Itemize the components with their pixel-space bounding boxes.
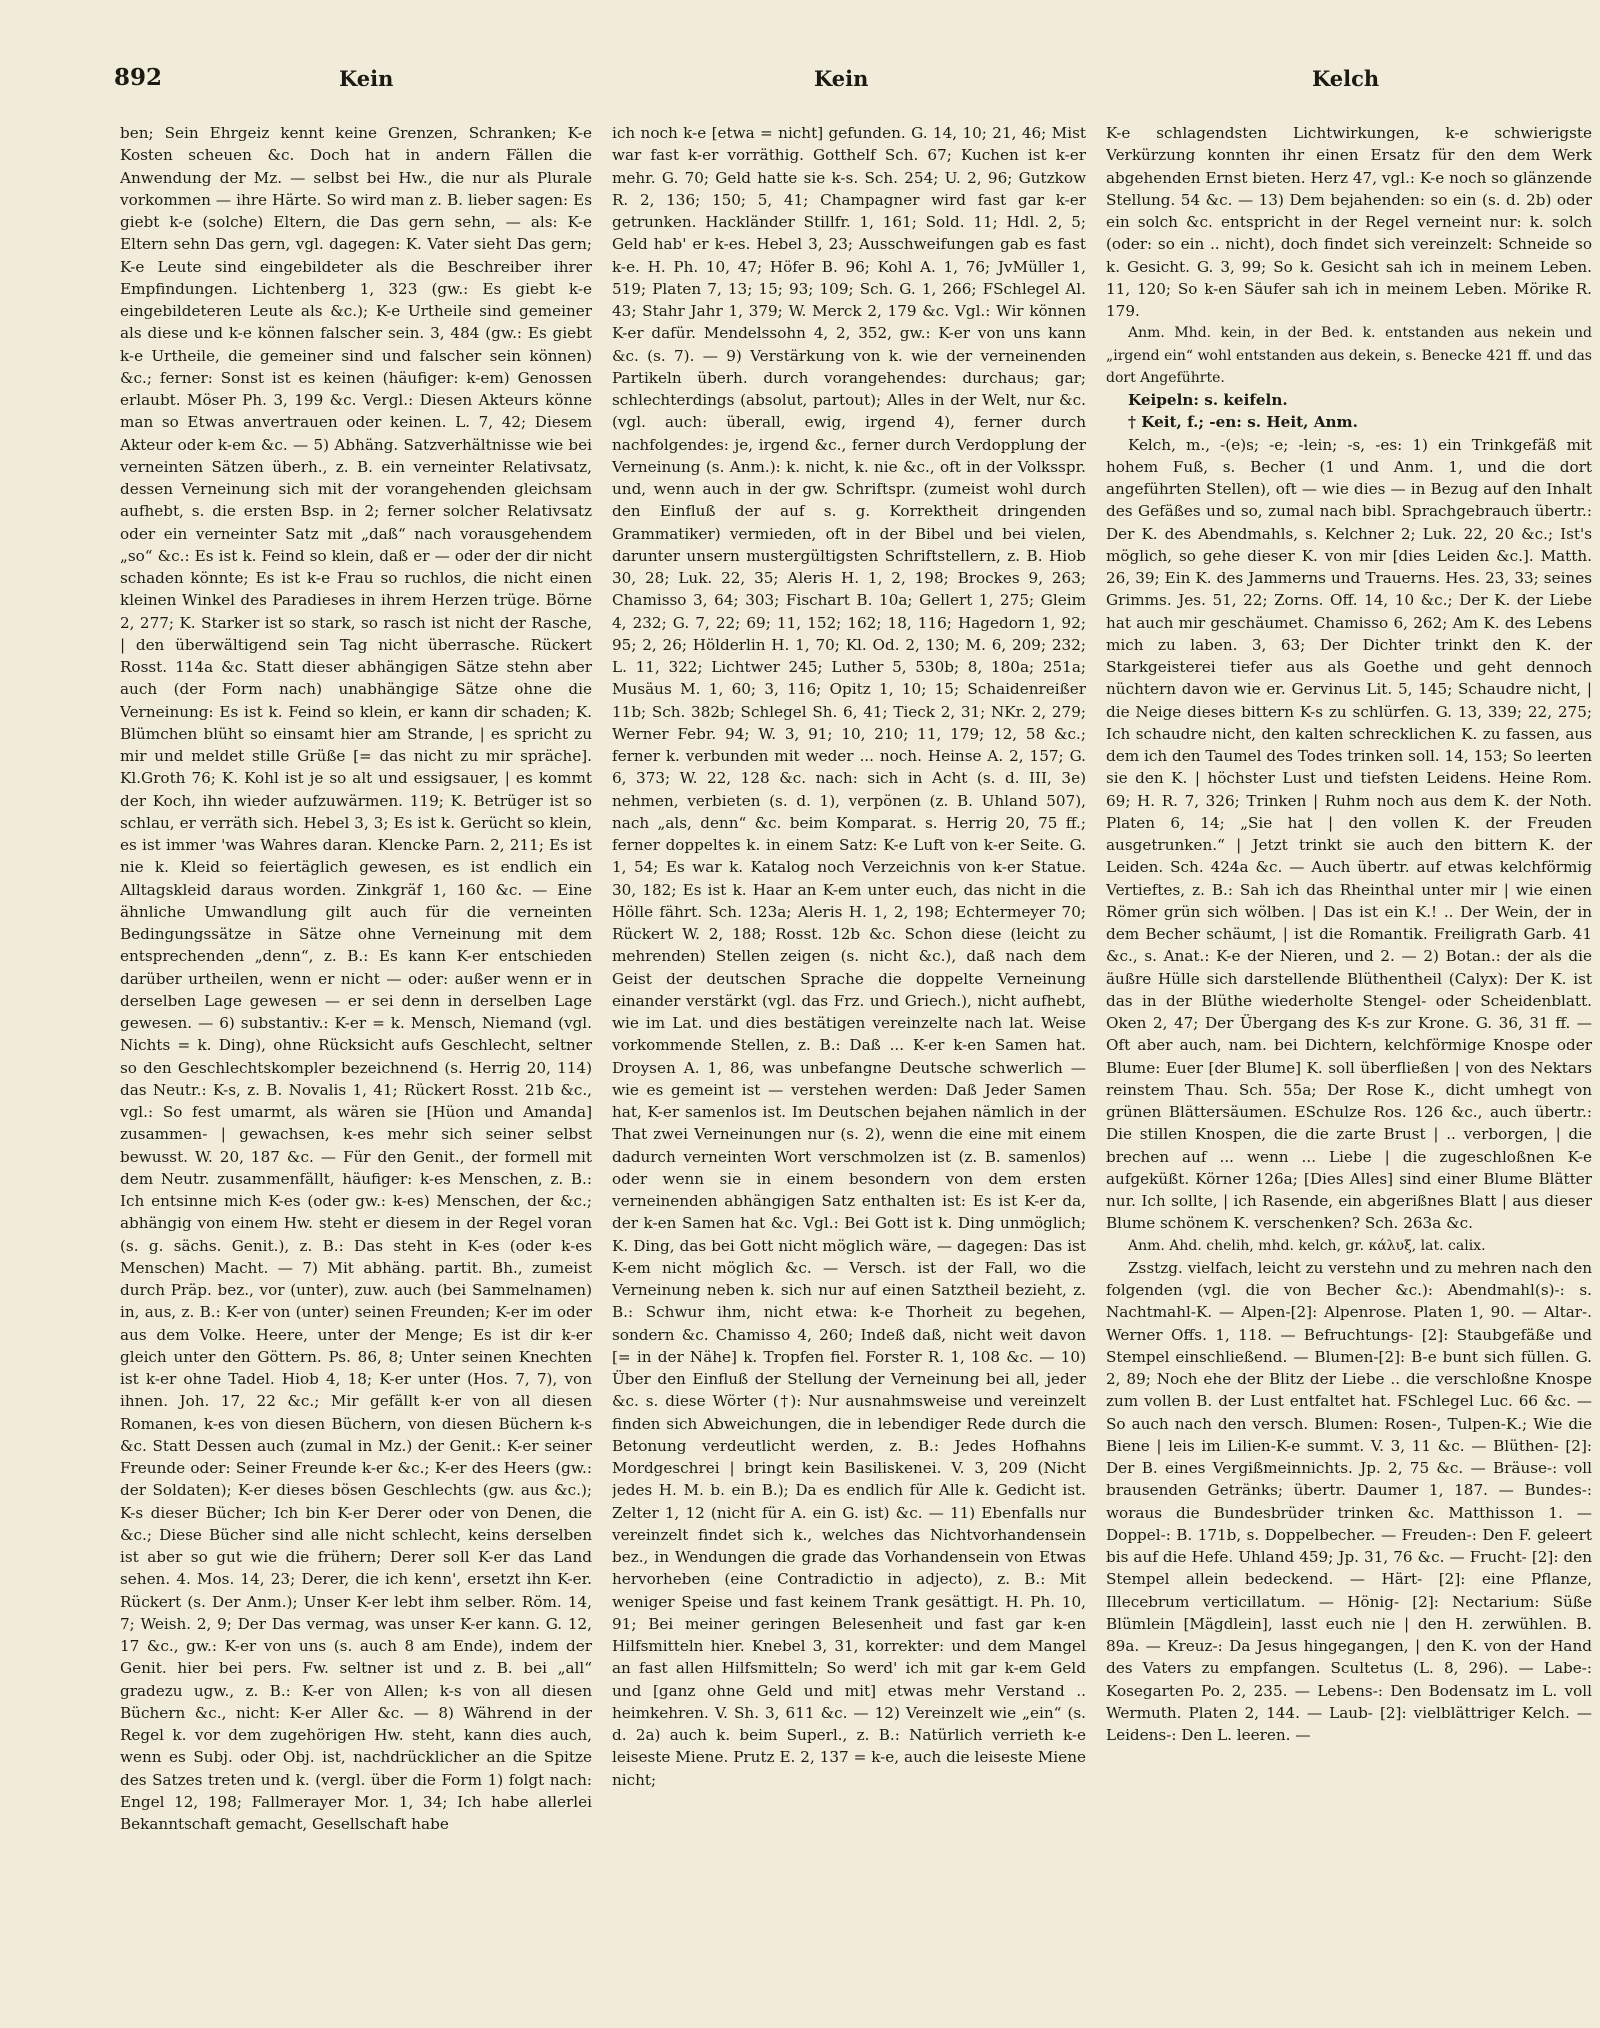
- paragraph: ben; Sein Ehrgeiz kennt keine Grenzen, Schranken; K-e Kosten scheuen &c. Doch hat in andern Fällen die Anwendung der Mz. — selbst bei Hw., die nur als Plurale vorkommen — ihre Härte. So wird man z. B. lieber sagen: Es giebt k-e (solche) Eltern, die Das gern sehn, — als: K-e Eltern sehn Das gern, vgl. dagegen: K. Vater sieht Das gern; K-e Leute sind eingebildeter als die Beschreiber ihrer Empfindungen. Lichtenberg 1, 323 (gw.: Es giebt k-e eingebildeteren Leute als &c.); K-e Urtheile sind gemeiner als diese und k-e können falscher sein. 3, 484 (gw.: Es giebt k-e Urtheile, die gemeiner sind und falscher sein können) &c.; ferner: Sonst ist es keinen (häufiger: k-em) Genossen erlaubt. Möser Ph. 3, 199 &c. Vergl.: Diesen Akteurs könne man so Etwas anvertrauen oder keinen. L. 7, 42; Diesem Akteur oder k-em &c. — 5) Abhäng. Satzverhältnisse wie bei verneinten Sätzen überh., z. B. ein verneinter Relativsatz, dessen Verneinung sich mit der vorangehenden gleichsam aufhebt, s. die ersten Bsp. in 2; ferner solcher Relativsatz oder ein verneinter Satz mit „daß“ nach vorausgehendem „so“ &c.: Es ist k. Feind so klein, daß er — oder der dir nicht schaden könnte; Es ist k-e Frau so ruchlos, die nicht einen kleinen Winkel des Paradieses in ihrem Herzen trüge. Börne 2, 277; K. Starker ist so stark, so rasch ist nicht der Rasche, | den überwältigend sein Tag nicht überrasche. Rückert Rosst. 114a &c. Statt dieser abhängigen Sätze stehn aber auch (der Form nach) unabhängige Sätze ohne die Verneinung: Es ist k. Feind so klein, er kann dir schaden; K. Blümchen blüht so einsamt hier am Strande, | es spricht zu mir und meldet stille Grüße [= das nicht zu mir spräche]. Kl.Groth 76; K. Kohl ist je so alt und essigsauer, | es kommt der Koch, ihn wieder aufzuwärmen. 119; K. Betrüger ist so schlau, er verräth sich. Hebel 3, 3; Es ist k. Gerücht so klein, es ist immer 'was Wahres daran. Klencke Parn. 2, 211; Es ist nie k. Kleid so feiertäglich gewesen, es ist endlich ein Alltagskleid daraus worden. Zinkgräf 1, 160 &c. — Eine ähnliche Umwandlung gilt auch für die verneinten Bedingungssätze in Sätze ohne Verneinung mit dem entsprechenden „denn“, z. B.: Es kann K-er entschieden darüber urtheilen, wenn er nicht — oder: außer wenn er in derselben Lage gewesen — er sei denn in derselben Lage gewesen. — 6) substantiv.: K-er = k. Mensch, Niemand (vgl. Nichts = k. Ding), ohne Rücksicht aufs Geschlecht, seltner so den Geschlechtskompler bezeichnend (s. Herrig 20, 114) das Neutr.: K-s, z. B. Novalis 1, 41; Rückert Rosst. 21b &c., vgl.: So fest umarmt, als wären sie [Hüon und Amanda] zusammen- | gewachsen, k-es mehr sich seiner selbst bewusst. W. 20, 187 &c. — Für den Genit., der formell mit dem Neutr. zusammenfällt, häufiger: k-es Menschen, z. B.: Ich entsinne mich K-es (oder gw.: k-es) Menschen, der &c.; abhängig von einem Hw. steht er diesem in der Regel voran (s. g. sächs. Genit.), z. B.: Das steht in K-es (oder k-es Menschen) Macht. — 7) Mit abhäng. partit. Bh., zumeist durch Präp. bez., vor (unter), zuw. auch (bei Sammelnamen) in, aus, z. B.: K-er von (unter) seinen Freunden; K-er im oder aus dem Volke. Heere, unter der Menge; Es ist dir k-er gleich unter den Göttern. Ps. 86, 8; Unter seinen Knechten ist k-er ohne Tadel. Hiob 4, 18; K-er unter (Hos. 7, 7), von ihnen. Joh. 17, 22 &c.; Mir gefällt k-er von all diesen Romanen, k-es von diesen Büchern, von diesen Büchern k-s &c. Statt Dessen auch (zumal in Mz.) der Genit.: K-er seiner Freunde oder: Seiner Freunde k-er &c.; K-er des Heers (gw.: der Soldaten); K-er dieses bösen Geschlechts (gw. aus &c.); K-s dieser Bücher; Ich bin K-er Derer oder von Denen, die &c.; Diese Bücher sind alle nicht schlecht, keins derselben ist aber so gut wie die frühern; Derer soll K-er das Land sehen. 4. Mos. 14, 23; Derer, die ich kenn', ersetzt ihn K-er. Rückert (s. Der Anm.); Unser K-er lebt ihm selber. Röm. 14, 7; Weish. 2, 9; Der Das vermag, was unser K-er kann. G. 12, 17 &c., gw.: K-er von uns (s. auch 8 am Ende), indem der Genit. hier bei pers. Fw. seltner ist und z. B. bei „all“ gradezu ugw., z. B.: K-er von Allen; k-s von all diesen Büchern &c., nicht: K-er Aller &c. — 8) Während in der Regel k. vor dem zugehörigen Hw. steht, kann dies auch, wenn es Subj. oder Obj. ist, nachdrücklicher an die Spitze des Satzes treten und k. (vergl. über die Form 1) folgt nach: Engel 12, 198; Fallmerayer Mor. 1, 34; Ich habe allerlei Bekanntschaft gemacht, Gesellschaft habe: [120, 124, 592, 1833]
- running-head-center: Kein: [814, 66, 869, 91]
- page-header: [114, 64, 1490, 100]
- annotation: Anm. Ahd. chelih, mhd. kelch, gr. κάλυξ, lat. calix.: [1128, 1237, 1486, 1254]
- annotation: Anm. Mhd. kein, in der Bed. k. entstanden aus nekein und „irgend ein“ wohl entstanden aus dekein, s. Benecke 421 ff. und das dort Angeführte.: [1106, 325, 1592, 386]
- compounds-paragraph: Zsstzg. vielfach, leicht zu verstehn und zu mehren nach den folgenden (vgl. die von Becher &c.): Abendmahl(s)-: s. Nachtmahl-K. — Alpen-[2]: Alpenrose. Platen 1, 90. — Altar-. Werner Offs. 1, 118. — Befruchtungs- [2]: Staubgefäße und Stempel einschließend. — Blumen-[2]: B-e bunt sich füllen. G. 2, 89; Noch ehe der Blitz der Liebe .. die verschloßne Knospe zum vollen B. der Lust entfaltet hat. FSchlegel Luc. 66 &c. — So auch nach den versch. Blumen: Rosen-, Tulpen-K.; Wie die Biene | leis im Lilien-K-e summt. V. 3, 11 &c. — Blüthen- [2]: Der B. eines Vergißmeinnichts. Jp. 2, 75 &c. — Bräuse-: voll brausenden Getränks; übertr. Daumer 1, 187. — Bundes-: woraus die Bundesbrüder trinken &c. Matthisson 1. — Doppel-: B. 171b, s. Doppelbecher. — Freuden-: Den F. geleert bis auf die Hefe. Uhland 459; Jp. 31, 76 &c. — Frucht- [2]: den Stempel allein bedeckend. — Härt- [2]: eine Pflanze, Illecebrum verticillatum. — Hönig- [2]: Nectarium: Süße Blümlein [Mägdlein], lasst euch nie | den H. zerwühlen. B. 89a. — Kreuz-: Da Jesus hingegangen, | den K. von der Hand des Vaters zu empfangen. Scultetus (L. 8, 296). — Labe-: Kosegarten Po. 2, 235. — Lebens-: Den Bodensatz im L. voll Wermuth. Platen 2, 144. — Laub- [2]: vielblättriger Kelch. — Leidens-: Den L. leeren. —: [1106, 1258, 1592, 1744]
- column-left: [120, 122, 592, 1992]
- entry-keipeln: Keipeln: s. keifeln.: [1128, 391, 1288, 409]
- paragraph: K-e schlagendsten Lichtwirkungen, k-e schwierigste Verkürzung konnten ihr einen Ersatz für den dem Werk abgehenden Ernst bieten. Herz 47, vgl.: K-e noch so glänzende Stellung. 54 &c. — 13) Dem bejahenden: so ein (s. d. 2b) oder ein solch &c. entspricht in der Regel verneint nur: k. solch (oder: so ein .. nicht), doch findet sich vereinzelt: Schneide so k. Gesicht. G. 3, 99; So k. Gesicht sah ich in meinem Leben. 11, 120; So k-en Säufer sah ich in meinem Leben. Mörike R. 179.: [1106, 124, 1592, 320]
- running-head-left: Kein: [339, 66, 394, 91]
- column-right: [1106, 122, 1592, 1992]
- entry-kelch: Kelch, m., -(e)s; -e; -lein; -s, -es: 1) ein Trinkgefäß mit hohem Fuß, s. Becher (1 und Anm. 1, und die dort angeführten Stellen), oft — wie dies — in Bezug auf den Inhalt des Gefäßes und so, zumal nach bibl. Sprachgebrauch übertr.: Der K. des Abendmahls, s. Kelchner 2; Luk. 22, 20 &c.; Ist's möglich, so gehe dieser K. von mir [dies Leiden &c.]. Matth. 26, 39; Ein K. des Jammerns und Trauerns. Hes. 23, 33; seines Grimms. Jes. 51, 22; Zorns. Off. 14, 10 &c.; Der K. der Liebe hat auch mir geschäumet. Chamisso 6, 262; Am K. des Lebens mich zu laben. 3, 63; Der Dichter trinkt den K. der Starkgeisterei tiefer aus als Goethe und geht dennoch nüchtern davon wie er. Gervinus Lit. 5, 145; Schaudre nicht, | die Neige dieses bittern K-s zu schlürfen. G. 13, 339; 22, 275; Ich schaudre nicht, den kalten schrecklichen K. zu fassen, aus dem ich den Taumel des Todes trinken soll. 14, 153; So leerten sie den K. | höchster Lust und tiefsten Leidens. Heine Rom. 69; H. R. 7, 326; Trinken | Ruhm noch aus dem K. der Noth. Platen 6, 14; „Sie hat | den vollen K. der Freuden ausgetrunken.“ | Jetzt trinkt sie auch den bittern K. der Leiden. Sch. 424a &c. — Auch übertr. auf etwas kelchförmig Vertieftes, z. B.: Sah ich das Rheinthal unter mir | wie einen Römer grün sich wölben. | Das ist ein K.! .. Der Wein, der in dem Becher schäumt, | ist die Romantik. Freiligrath Garb. 41 &c., s. Anat.: K-e der Nieren, und 2. — 2) Botan.: der als die äußre Hülle sich darstellende Blüthentheil (Calyx): Der K. ist das in der Blüthe wiederholte Stengel- oder Scheidenblatt. Oken 2, 47; Der Übergang des K-s zur Krone. G. 36, 31 ff. — Oft aber auch, nam. bei Dichtern, kelchförmige Knospe oder Blume: Euer [der Blume] K. soll überfließen | von des Nektars reinstem Thau. Sch. 55a; Der Rose K., dicht umhegt von grünen Blättersäumen. ESchulze Ros. 126 &c., auch übertr.: Die stillen Knospen, die die zarte Brust | .. verborgen, | die brechen auf ... wenn ... Liebe | die zugeschloßnen K-e aufgeküßt. Körner 126a; [Dies Alles] sind einer Blume Blätter nur. Ich sollte, | ich Rasende, ein abgerißnes Blatt | aus dieser Blume schönem K. verschenken? Sch. 263a &c.: [1106, 435, 1592, 1233]
- entry-keit: † Keit, f.; -en: s. Heit, Anm.: [1128, 413, 1358, 432]
- column-center: [612, 122, 1086, 1992]
- running-head-right: Kelch: [1312, 66, 1380, 91]
- paragraph: ich noch k-e [etwa = nicht] gefunden. G. 14, 10; 21, 46; Mist war fast k-er vorräthig. Gotthelf Sch. 67; Kuchen ist k-er mehr. G. 70; Geld hatte sie k-s. Sch. 254; U. 2, 96; Gutzkow R. 2, 136; 150; 5, 41; Champagner wird fast gar k-er getrunken. Hackländer Stillfr. 1, 161; Sold. 11; Hdl. 2, 5; Geld hab' er k-es. Hebel 3, 23; Ausschweifungen gab es fast k-e. H. Ph. 10, 47; Höfer B. 96; Kohl A. 1, 76; JvMüller 1, 519; Platen 7, 13; 15; 93; 109; Sch. G. 1, 266; FSchlegel Al. 43; Stahr Jahr 1, 379; W. Merck 2, 179 &c. Vgl.: Wir können K-er dafür. Mendelssohn 4, 2, 352, gw.: K-er von uns kann &c. (s. 7). — 9) Verstärkung von k. wie der verneinenden Partikeln überh. durch vorangehendes: durchaus; gar; schlechterdings (absolut, partout); Alles in der Welt, nur &c. (vgl. auch: überall, ewig, irgend 4), ferner durch nachfolgendes: je, irgend &c., ferner durch Verdopplung der Verneinung (s. Anm.): k. nicht, k. nie &c., oft in der Volksspr. und, wenn auch in der gw. Schriftspr. (zumeist wohl durch den Einfluß der auf s. g. Korrektheit dringenden Grammatiker) vermieden, oft in der Bibel und bei vielen, darunter unsern mustergültigsten Schriftstellern, z. B. Hiob 30, 28; Luk. 22, 35; Aleris H. 1, 2, 198; Brockes 9, 263; Chamisso 3, 64; 303; Fischart B. 10a; Gellert 1, 275; Gleim 4, 232; G. 7, 22; 69; 11, 152; 162; 18, 116; Hagedorn 1, 92; 95; 2, 26; Hölderlin H. 1, 70; Kl. Od. 2, 130; M. 6, 209; 232; L. 11, 322; Lichtwer 245; Luther 5, 530b; 8, 180a; 251a; Musäus M. 1, 60; 3, 116; Opitz 1, 10; 15; Schaidenreißer 11b; Sch. 382b; Schlegel Sh. 6, 41; Tieck 2, 31; NKr. 2, 279; Werner Febr. 94; W. 3, 91; 10, 210; 11, 179; 12, 58 &c.; ferner k. verbunden mit weder ... noch. Heinse A. 2, 157; G. 6, 373; W. 22, 128 &c. nach: sich in Acht (s. d. III, 3e) nehmen, verbieten (s. d. 1), verpönen (z. B. Uhland 507), nach „als, denn“ &c. beim Komparat. s. Herrig 20, 75 ff.; ferner doppeltes k. in einem Satz: K-e Luft von k-er Seite. G. 1, 54; Es war k. Katalog noch Verzeichnis von k-er Statue. 30, 182; Es ist k. Haar an K-em unter euch, das nicht in die Hölle fährt. Sch. 123a; Aleris H. 1, 2, 198; Echtermeyer 70; Rückert W. 2, 188; Rosst. 12b &c. Schon diese (leicht zu mehrenden) Stellen zeigen (s. nicht &c.), daß nach dem Geist der deutschen Sprache die doppelte Verneinung einander verstärkt (vgl. das Frz. und Griech.), nicht aufhebt, wie im Lat. und dies bestätigen vereinzelte nach lat. Weise vorkommende Stellen, z. B.: Daß ... K-er k-en Samen hat. Droysen A. 1, 86, was unbefangne Deutsche schwerlich — wie es gemeint ist — verstehen werden: Daß Jeder Samen hat, K-er samenlos ist. Im Deutschen bejahen nämlich in der That zwei Verneinungen nur (s. 2), wenn die eine mit einem dadurch verneinten Wort verschmolzen ist (z. B. samenlos) oder wenn sie in einem besondern von dem ersten verneinenden abhängigen Satz enthalten ist: Es ist K-er da, der k-en Samen hat &c. Vgl.: Bei Gott ist k. Ding unmöglich; K. Ding, das bei Gott nicht möglich wäre, — dagegen: Das ist K-em nicht möglich &c. — Versch. ist der Fall, wo die Verneinung neben k. sich nur auf einen Satztheil bezieht, z. B.: Schwur ihm, nicht etwa: k-e Thorheit zu begehen, sondern &c. Chamisso 4, 260; Indeß daß, nicht weit davon [= in der Nähe] k. Tropfen fiel. Forster R. 1, 108 &c. — 10) Über den Einfluß der Stellung der Verneinung bei all, jeder &c. s. diese Wörter (†): Nur ausnahmsweise und vereinzelt finden sich Abweichungen, die in lebendiger Rede durch die Betonung verdeutlicht werden, z. B.: Jedes Hofhahns Mordgeschrei | bringt kein Basiliskenei. V. 3, 209 (Nicht jedes H. M. b. ein B.); Da es endlich für Alle k. Gedicht ist. Zelter 1, 12 (nicht für A. ein G. ist) &c. — 11) Ebenfalls nur vereinzelt findet sich k., welches das Nichtvorhandensein bez., in Wendungen die grade das Vorhandensein von Etwas hervorheben (eine Contradictio in adjecto), z. B.: Mit weniger Speise und fast keinem Trank gesättigt. H. Ph. 10, 91; Bei meiner geringen Belesenheit und fast gar k-en Hilfsmitteln hier. Knebel 3, 31, korrekter: und dem Mangel an fast allen Hilfsmitteln; So werd' ich mit gar k-em Geld und [ganz ohne Geld und mit] etwas mehr Verstand .. heimkehren. V. Sh. 3, 611 &c. — 12) Vereinzelt wie „ein“ (s. d. 2a) auch k. beim Superl., z. B.: Natürlich verrieth k-e leiseste Miene. Prutz E. 2, 137 = k-e, auch die leiseste Miene nicht;: [612, 124, 1086, 1789]
- page-number: 892: [114, 64, 163, 91]
